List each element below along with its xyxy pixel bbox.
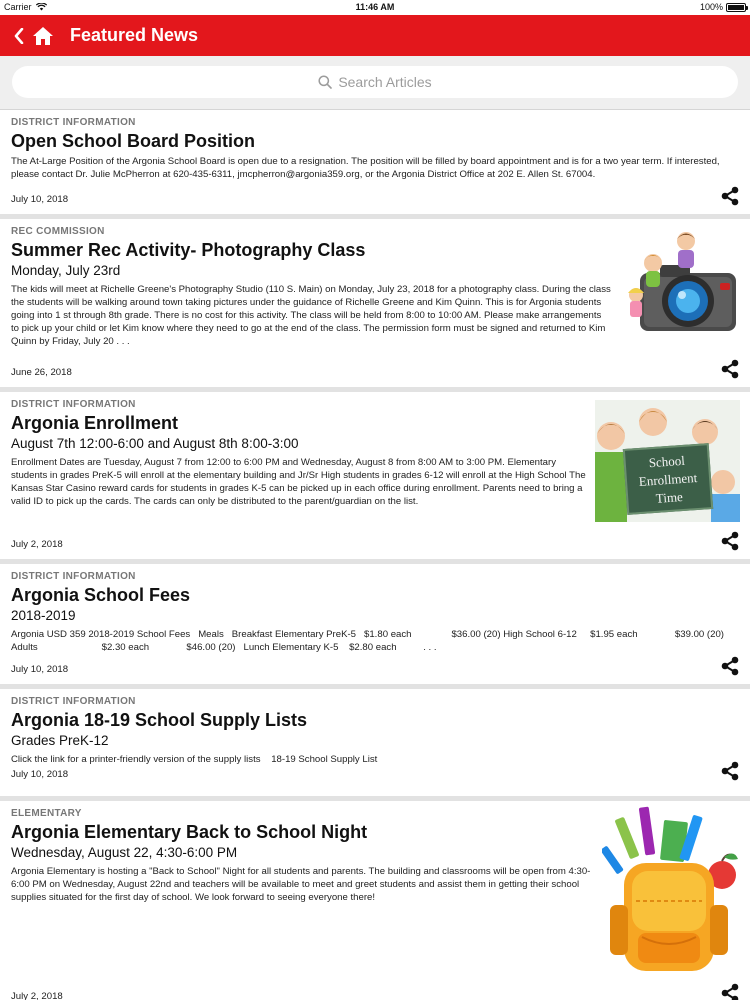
article-category: DISTRICT INFORMATION bbox=[11, 399, 136, 410]
share-icon[interactable] bbox=[720, 186, 740, 206]
article-title[interactable]: Argonia Enrollment bbox=[11, 413, 179, 433]
share-icon[interactable] bbox=[720, 983, 740, 1000]
clock: 11:46 AM bbox=[355, 2, 395, 12]
news-card[interactable] bbox=[0, 564, 750, 684]
news-card[interactable] bbox=[0, 392, 750, 559]
article-date: June 26, 2018 bbox=[11, 367, 72, 378]
battery-info bbox=[700, 2, 746, 12]
article-excerpt: Click the link for a printer-friendly version of the supply lists 18-19 School Supply List bbox=[11, 754, 378, 765]
article-date: July 10, 2018 bbox=[11, 769, 69, 780]
article-date: July 10, 2018 bbox=[11, 194, 69, 205]
home-icon[interactable] bbox=[32, 26, 54, 46]
carrier-label: Carrier bbox=[4, 2, 32, 12]
article-category: DISTRICT INFORMATION bbox=[11, 117, 136, 128]
backpack-illustration bbox=[602, 805, 742, 975]
search-placeholder: Search Articles bbox=[338, 74, 432, 90]
battery-percent: 100% bbox=[699, 2, 723, 12]
news-card[interactable] bbox=[0, 689, 750, 796]
article-subtitle: August 7th 12:00-6:00 and August 8th 8:00-3:00 bbox=[11, 436, 299, 451]
article-subtitle: Grades PreK-12 bbox=[11, 733, 109, 748]
page-title: Featured News bbox=[70, 25, 199, 45]
article-excerpt: Argonia USD 359 2018-2019 School Fees Meals Breakfast Elementary PreK-5 $1.80 each $36.00 (20) High School 6-12 $1.95 each $39.00 (20) Adults $2.30 each $46.00 (20) Lunch Elementary K-5 $2.80 each . . . bbox=[11, 629, 727, 653]
article-category: REC COMMISSION bbox=[11, 226, 105, 237]
status-bar bbox=[0, 0, 750, 15]
news-card[interactable] bbox=[0, 219, 750, 387]
article-category: DISTRICT INFORMATION bbox=[11, 571, 136, 582]
back-chevron-icon[interactable] bbox=[14, 28, 24, 44]
article-title[interactable]: Argonia 18-19 School Supply Lists bbox=[11, 710, 308, 730]
article-title[interactable]: Summer Rec Activity- Photography Class bbox=[11, 240, 366, 260]
article-title[interactable]: Open School Board Position bbox=[11, 131, 256, 151]
article-subtitle: 2018-2019 bbox=[11, 608, 76, 623]
share-icon[interactable] bbox=[720, 656, 740, 676]
article-subtitle: Monday, July 23rd bbox=[11, 263, 121, 278]
search-area bbox=[0, 56, 750, 110]
article-date: July 2, 2018 bbox=[11, 991, 63, 1000]
battery-icon bbox=[726, 3, 746, 12]
article-title[interactable]: Argonia School Fees bbox=[11, 585, 191, 605]
news-feed bbox=[0, 110, 750, 1000]
news-card[interactable] bbox=[0, 801, 750, 1000]
article-category: DISTRICT INFORMATION bbox=[11, 696, 136, 707]
article-excerpt: The At-Large Position of the Argonia School Board is open due to a resignation. The position will be filled by board appointment and is for a two year term. If interested, please contact Dr. Julie McPherron at 620-435-6311, jmcpherron@argonia359.org, or the Argonia District Office at 202 E. Allen St. 67004. bbox=[11, 156, 720, 180]
news-card[interactable] bbox=[0, 110, 750, 214]
nav-bar bbox=[0, 15, 750, 56]
chalkboard-text: School Enrollment Time bbox=[638, 452, 698, 506]
article-date: July 10, 2018 bbox=[11, 664, 69, 675]
article-title[interactable]: Argonia Elementary Back to School Night bbox=[11, 822, 368, 842]
search-input[interactable] bbox=[12, 66, 738, 98]
article-excerpt: Argonia Elementary is hosting a "Back to School" Night for all students and parents. The building and classrooms will be open from 4:30-6:00 PM on Wednesday, August 22nd and teachers will be available to meet and greet students and assist them in getting their school supplies situated for the first day of school. We look forward to seeing everyone there! bbox=[11, 866, 591, 903]
search-icon bbox=[318, 75, 332, 89]
article-excerpt: The kids will meet at Richelle Greene's Photography Studio (110 S. Main) on Monday, July 23, 2018 for a photography class. During the class the students will be walking around town taking pictures under the guidance of Richelle Greene and Kim Quinn. This is for Argonia students going into 1 st through 8th grade. There is no cost for this activity. The class will be held from 8:00 to 10:00 AM. Please make arrangements to pick up your child or let Kim know where they need to go at the end of the class. The permission form must be signed and returned to Kim Quinn by Friday, July 20 . . . bbox=[11, 284, 611, 347]
share-icon[interactable] bbox=[720, 531, 740, 551]
article-date: July 2, 2018 bbox=[11, 539, 63, 550]
share-icon[interactable] bbox=[720, 761, 740, 781]
chalkboard bbox=[623, 443, 713, 515]
article-category: ELEMENTARY bbox=[11, 808, 82, 819]
share-icon[interactable] bbox=[720, 359, 740, 379]
article-excerpt: Enrollment Dates are Tuesday, August 7 from 12:00 to 6:00 PM and Wednesday, August 8 from 8:00 AM to 3:00 PM. Elementary students in grades PreK-5 will enroll at the elementary building and Jr/Sr High students in grades 6-12 will enroll at the High School The Kansas Star Casino reward cards for students in grades K-5 can be picked up in each office during enrollment. Parents need to bring a valid ID to pick up the cards. The cards can only be distributed to the parent/guardian on the list. bbox=[11, 457, 586, 507]
camera-kids-illustration bbox=[622, 229, 742, 339]
article-subtitle: Wednesday, August 22, 4:30-6:00 PM bbox=[11, 845, 238, 860]
enrollment-photo bbox=[595, 400, 740, 522]
